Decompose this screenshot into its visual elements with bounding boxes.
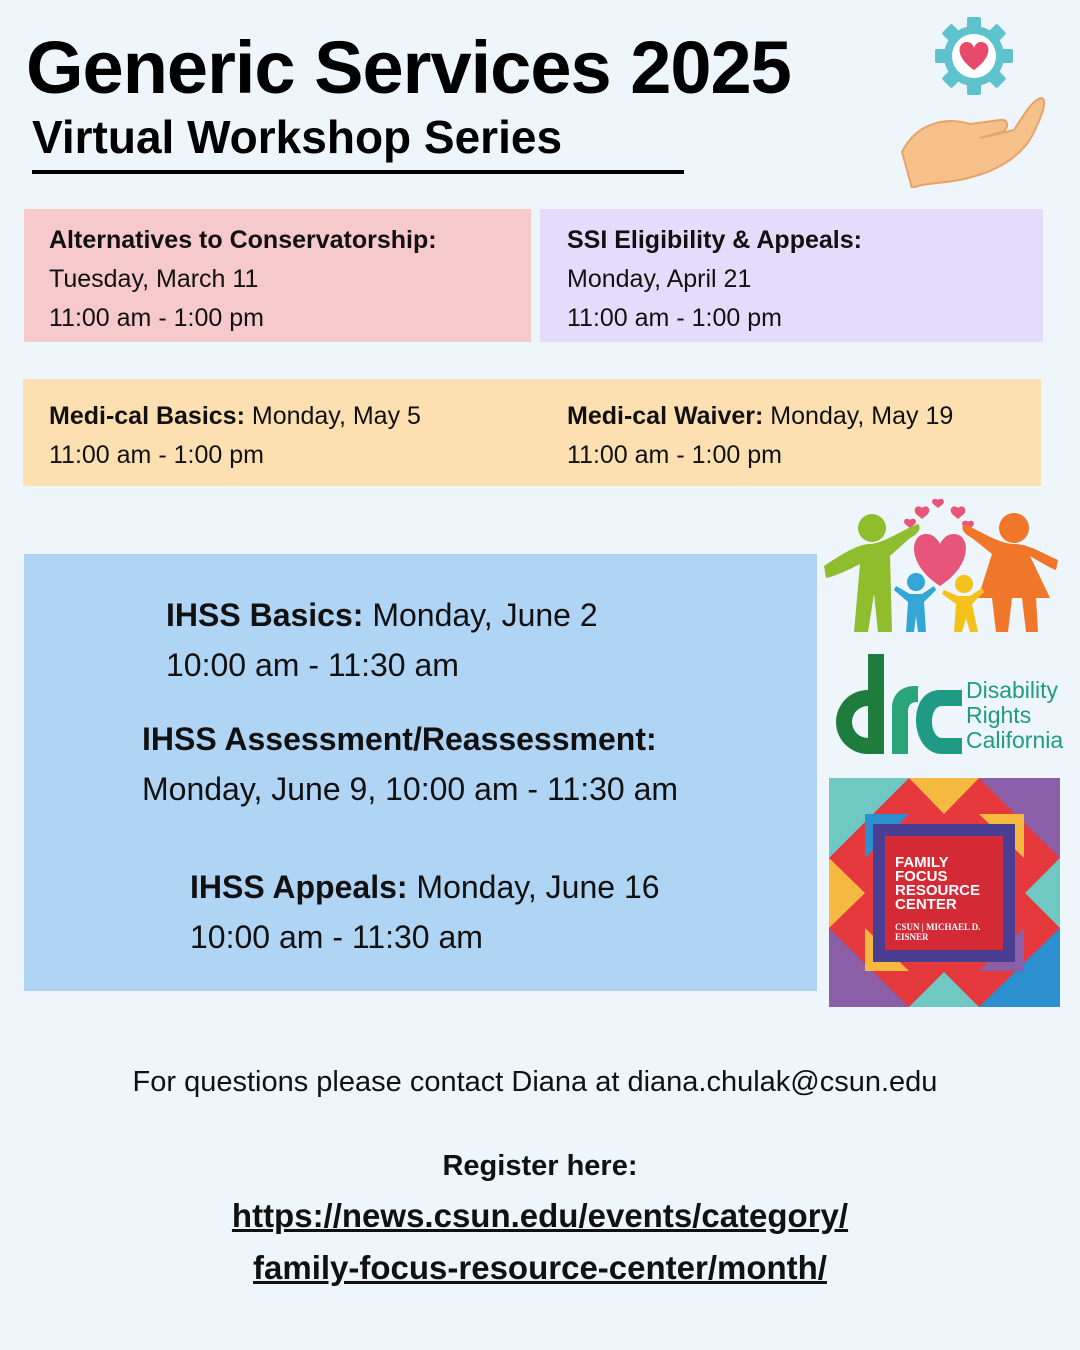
drc-mark-icon (818, 650, 964, 760)
workshop-name: IHSS Basics: (166, 597, 364, 633)
ffrc-name-line: RESOURCE (895, 882, 981, 899)
workshop-medical-basics (49, 397, 421, 475)
workshop-date: Tuesday, March 11 (49, 265, 259, 293)
workshop-date: Monday, April 21 (567, 265, 752, 293)
workshop-name: Alternatives to Conservatorship: (49, 226, 437, 254)
workshop-card-ssi (540, 209, 1043, 342)
drc-name-line: California (966, 727, 1064, 753)
ihss-workshops-card (24, 554, 817, 991)
drc-name-line: Disability (966, 677, 1059, 703)
ffrc-name-line: FOCUS (895, 868, 948, 885)
workshop-time: 11:00 am - 1:00 pm (567, 441, 782, 469)
register-link[interactable] (0, 1190, 1080, 1294)
ihss-basics (166, 590, 598, 690)
workshop-name: IHSS Appeals: (190, 869, 408, 905)
workshop-date: Monday, June 9, 10:00 am - 11:30 am (142, 771, 679, 807)
ffrc-name-line: CENTER (895, 896, 957, 913)
workshop-date: Monday, May 19 (763, 402, 954, 430)
drc-name-line: Rights (966, 702, 1032, 728)
contact-info: For questions please contact Diana at diana.chulak@csun.edu (132, 1066, 938, 1098)
family-focus-resource-center-logo (829, 778, 1060, 1007)
ihss-appeals (190, 862, 660, 962)
workshop-name: Medi-cal Basics: (49, 402, 245, 430)
workshop-time: 10:00 am - 11:30 am (190, 919, 483, 955)
ihss-assessment (142, 714, 678, 814)
workshop-name: IHSS Assessment/Reassessment: (142, 721, 657, 757)
workshop-card-medical (23, 379, 1041, 486)
gear-heart-hand-icon (896, 12, 1046, 188)
register-link-line[interactable]: https://news.csun.edu/events/category/ (231, 1197, 849, 1234)
page-title: Generic Services 2025 (26, 26, 791, 109)
register-label: Register here: (442, 1150, 638, 1182)
register-link-line[interactable]: family-focus-resource-center/month/ (253, 1249, 827, 1286)
workshop-name: Medi-cal Waiver: (567, 402, 764, 430)
workshop-time: 10:00 am - 11:30 am (166, 647, 459, 683)
workshop-time: 11:00 am - 1:00 pm (567, 304, 782, 332)
disability-rights-california-logo (818, 650, 1080, 760)
workshop-time: 11:00 am - 1:00 pm (49, 304, 264, 332)
ffrc-sub-line: CSUN | MICHAEL D. EISNER (895, 922, 981, 942)
workshop-name: SSI Eligibility & Appeals: (567, 226, 862, 254)
workshop-date: Monday, June 16 (407, 869, 660, 905)
workshop-time: 11:00 am - 1:00 pm (49, 441, 264, 469)
workshop-card-conservatorship (24, 209, 531, 342)
workshop-date: Monday, May 5 (244, 402, 421, 430)
title-underline (32, 170, 684, 174)
page-subtitle: Virtual Workshop Series (32, 111, 563, 163)
workshop-date: Monday, June 2 (363, 597, 598, 633)
ffrc-name-line: FAMILY (895, 854, 949, 871)
workshop-medical-waiver (567, 397, 953, 475)
family-hearts-icon (818, 494, 1062, 636)
